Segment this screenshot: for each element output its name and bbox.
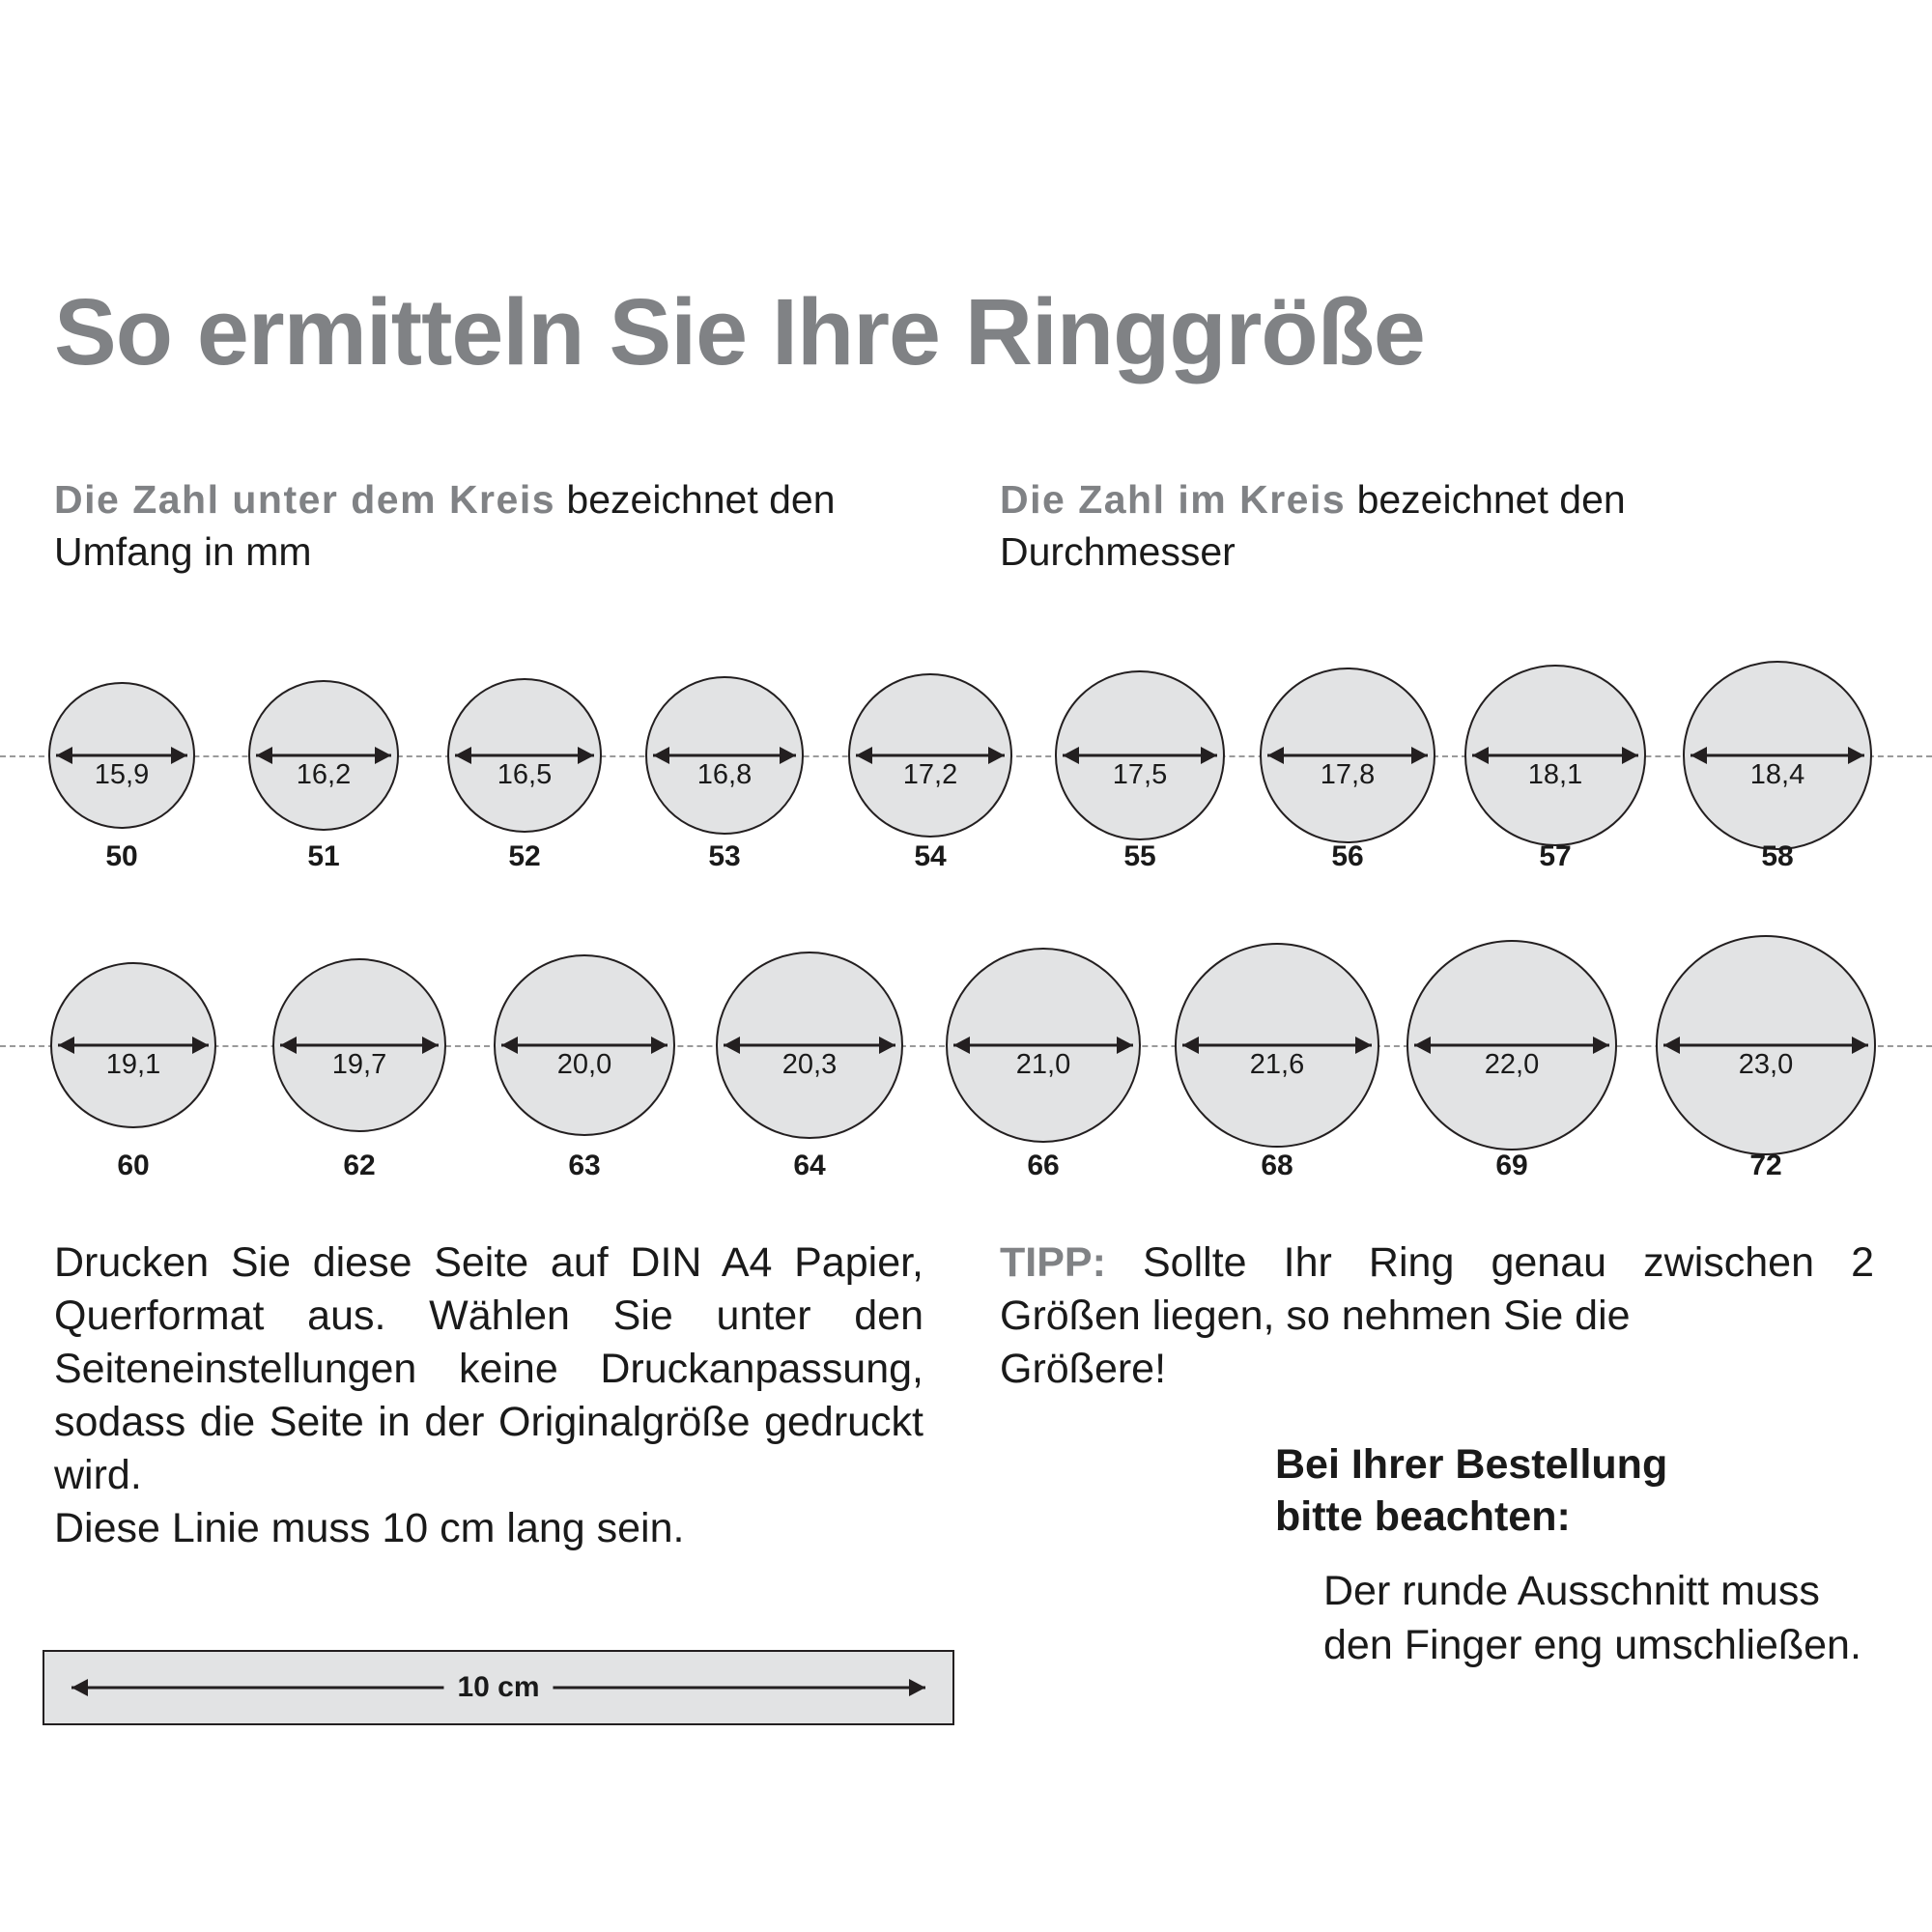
intro-right-rest-1: bezeichnet den bbox=[1346, 477, 1626, 522]
circumference-label: 69 bbox=[1495, 1150, 1528, 1181]
diameter-arrow-head-right-icon bbox=[1852, 1037, 1868, 1054]
intro-left-rest: bezeichnet den Umfang in mm bbox=[54, 477, 836, 575]
diameter-arrow-head-left-icon bbox=[1063, 747, 1079, 764]
diameter-arrow-head-left-icon bbox=[1414, 1037, 1431, 1054]
ring-row-large bbox=[0, 927, 1932, 1181]
diameter-arrow-head-left-icon bbox=[280, 1037, 297, 1054]
diameter-arrow-shaft bbox=[256, 754, 391, 757]
diameter-label: 16,2 bbox=[292, 759, 355, 791]
diameter-arrow-head-left-icon bbox=[455, 747, 471, 764]
diameter-arrow-head-left-icon bbox=[724, 1037, 740, 1054]
diameter-label: 16,5 bbox=[493, 759, 556, 791]
diameter-arrow-head-left-icon bbox=[256, 747, 272, 764]
ruler-label: 10 cm bbox=[443, 1671, 553, 1704]
order-note-body: Der runde Ausschnitt muss den Finger eng umschließen. bbox=[1323, 1568, 1861, 1668]
diameter-arrow-shaft bbox=[455, 754, 594, 757]
diameter-arrow-head-right-icon bbox=[879, 1037, 895, 1054]
intro-left-lead: Die Zahl unter dem Kreis bbox=[54, 477, 556, 522]
diameter-arrow-head-left-icon bbox=[653, 747, 669, 764]
tipp-keyword: TIPP: bbox=[1000, 1239, 1106, 1286]
diameter-label: 18,1 bbox=[1523, 759, 1587, 791]
diameter-arrow-head-left-icon bbox=[501, 1037, 518, 1054]
diameter-arrow-shaft bbox=[1690, 754, 1864, 757]
circumference-label: 54 bbox=[914, 840, 947, 872]
diameter-arrow-shaft bbox=[56, 754, 187, 757]
diameter-label: 15,9 bbox=[90, 759, 154, 791]
ring-row-small bbox=[0, 649, 1932, 881]
diameter-arrow-head-right-icon bbox=[375, 747, 391, 764]
diameter-arrow-head-right-icon bbox=[1622, 747, 1638, 764]
circumference-label: 52 bbox=[508, 840, 541, 872]
circumference-label: 58 bbox=[1761, 840, 1794, 872]
diameter-arrow-head-left-icon bbox=[1690, 747, 1707, 764]
diameter-label: 23,0 bbox=[1734, 1049, 1798, 1081]
circumference-label: 51 bbox=[307, 840, 340, 872]
diameter-label: 20,0 bbox=[553, 1049, 616, 1081]
diameter-arrow-head-left-icon bbox=[1472, 747, 1489, 764]
diameter-label: 17,2 bbox=[898, 759, 962, 791]
intro-right bbox=[1000, 473, 1874, 578]
diameter-label: 21,6 bbox=[1245, 1049, 1309, 1081]
diameter-arrow-head-right-icon bbox=[1411, 747, 1428, 764]
diameter-label: 21,0 bbox=[1011, 1049, 1075, 1081]
diameter-label: 19,7 bbox=[327, 1049, 391, 1081]
circumference-label: 66 bbox=[1027, 1150, 1060, 1181]
diameter-arrow-head-left-icon bbox=[856, 747, 872, 764]
diameter-arrow-head-right-icon bbox=[171, 747, 187, 764]
diameter-arrow-shaft bbox=[953, 1044, 1133, 1047]
diameter-arrow-shaft bbox=[1414, 1044, 1609, 1047]
tipp-text: Sollte Ihr Ring genau zwischen 2 Größen liegen, so nehmen Sie die bbox=[1000, 1239, 1874, 1340]
diameter-label: 18,4 bbox=[1746, 759, 1809, 791]
circumference-label: 63 bbox=[568, 1150, 601, 1181]
intro-left bbox=[54, 473, 923, 578]
diameter-arrow-head-right-icon bbox=[651, 1037, 668, 1054]
diameter-label: 17,5 bbox=[1108, 759, 1172, 791]
diameter-label: 17,8 bbox=[1316, 759, 1379, 791]
diameter-label: 20,3 bbox=[778, 1049, 841, 1081]
diameter-arrow-head-left-icon bbox=[58, 1037, 74, 1054]
page-title: So ermitteln Sie Ihre Ringgröße bbox=[54, 279, 1425, 384]
ruler-arrow-head-right-icon bbox=[909, 1679, 925, 1696]
diameter-label: 19,1 bbox=[101, 1049, 165, 1081]
diameter-arrow-head-right-icon bbox=[1593, 1037, 1609, 1054]
circumference-label: 53 bbox=[708, 840, 741, 872]
diameter-arrow-head-left-icon bbox=[953, 1037, 970, 1054]
diameter-arrow-head-right-icon bbox=[422, 1037, 439, 1054]
diameter-arrow-shaft bbox=[58, 1044, 209, 1047]
diameter-arrow-shaft bbox=[724, 1044, 895, 1047]
diameter-arrow-head-right-icon bbox=[1355, 1037, 1372, 1054]
diameter-arrow-head-left-icon bbox=[1267, 747, 1284, 764]
diameter-arrow-shaft bbox=[501, 1044, 668, 1047]
circumference-label: 68 bbox=[1261, 1150, 1293, 1181]
ruler-10cm bbox=[43, 1650, 954, 1725]
diameter-label: 22,0 bbox=[1480, 1049, 1544, 1081]
print-instructions bbox=[54, 1236, 923, 1555]
circumference-label: 60 bbox=[117, 1150, 150, 1181]
tipp-block bbox=[1000, 1236, 1874, 1396]
print-instructions-last-line: Diese Linie muss 10 cm lang sein. bbox=[54, 1505, 685, 1552]
circumference-label: 50 bbox=[105, 840, 138, 872]
diameter-arrow-shaft bbox=[653, 754, 796, 757]
order-note-heading bbox=[1275, 1439, 1874, 1544]
circumference-label: 56 bbox=[1331, 840, 1364, 872]
circumference-label: 62 bbox=[343, 1150, 376, 1181]
circumference-label: 57 bbox=[1539, 840, 1572, 872]
print-instructions-text: Drucken Sie diese Seite auf DIN A4 Papier, Querformat aus. Wählen Sie unter den Seiteneinstellungen keine Druckanpassung, sodass die Seite in der Originalgröße gedruckt wird. bbox=[54, 1239, 923, 1499]
intro-right-lead: Die Zahl im Kreis bbox=[1000, 477, 1347, 522]
diameter-arrow-head-right-icon bbox=[988, 747, 1005, 764]
diameter-arrow-head-right-icon bbox=[578, 747, 594, 764]
diameter-arrow-shaft bbox=[280, 1044, 439, 1047]
diameter-arrow-shaft bbox=[1267, 754, 1428, 757]
diameter-arrow-head-right-icon bbox=[192, 1037, 209, 1054]
diameter-arrow-head-right-icon bbox=[1848, 747, 1864, 764]
diameter-arrow-shaft bbox=[1182, 1044, 1372, 1047]
diameter-arrow-shaft bbox=[1472, 754, 1638, 757]
diameter-arrow-head-left-icon bbox=[56, 747, 72, 764]
intro-right-rest-2: Durchmesser bbox=[1000, 529, 1236, 575]
circumference-label: 64 bbox=[793, 1150, 826, 1181]
diameter-arrow-shaft bbox=[856, 754, 1005, 757]
diameter-arrow-head-left-icon bbox=[1182, 1037, 1199, 1054]
ruler-arrow-head-left-icon bbox=[71, 1679, 88, 1696]
order-note-heading-line1: Bei Ihrer Bestellung bbox=[1275, 1441, 1668, 1488]
diameter-arrow-shaft bbox=[1663, 1044, 1868, 1047]
tipp-last-line: Größere! bbox=[1000, 1346, 1167, 1393]
circumference-label: 72 bbox=[1749, 1150, 1782, 1181]
diameter-arrow-head-right-icon bbox=[1117, 1037, 1133, 1054]
circumference-label: 55 bbox=[1123, 840, 1156, 872]
diameter-arrow-shaft bbox=[1063, 754, 1217, 757]
diameter-arrow-head-right-icon bbox=[1201, 747, 1217, 764]
diameter-arrow-head-left-icon bbox=[1663, 1037, 1680, 1054]
diameter-label: 16,8 bbox=[693, 759, 756, 791]
order-note-heading-line2: bitte beachten: bbox=[1275, 1492, 1571, 1540]
diameter-arrow-head-right-icon bbox=[780, 747, 796, 764]
